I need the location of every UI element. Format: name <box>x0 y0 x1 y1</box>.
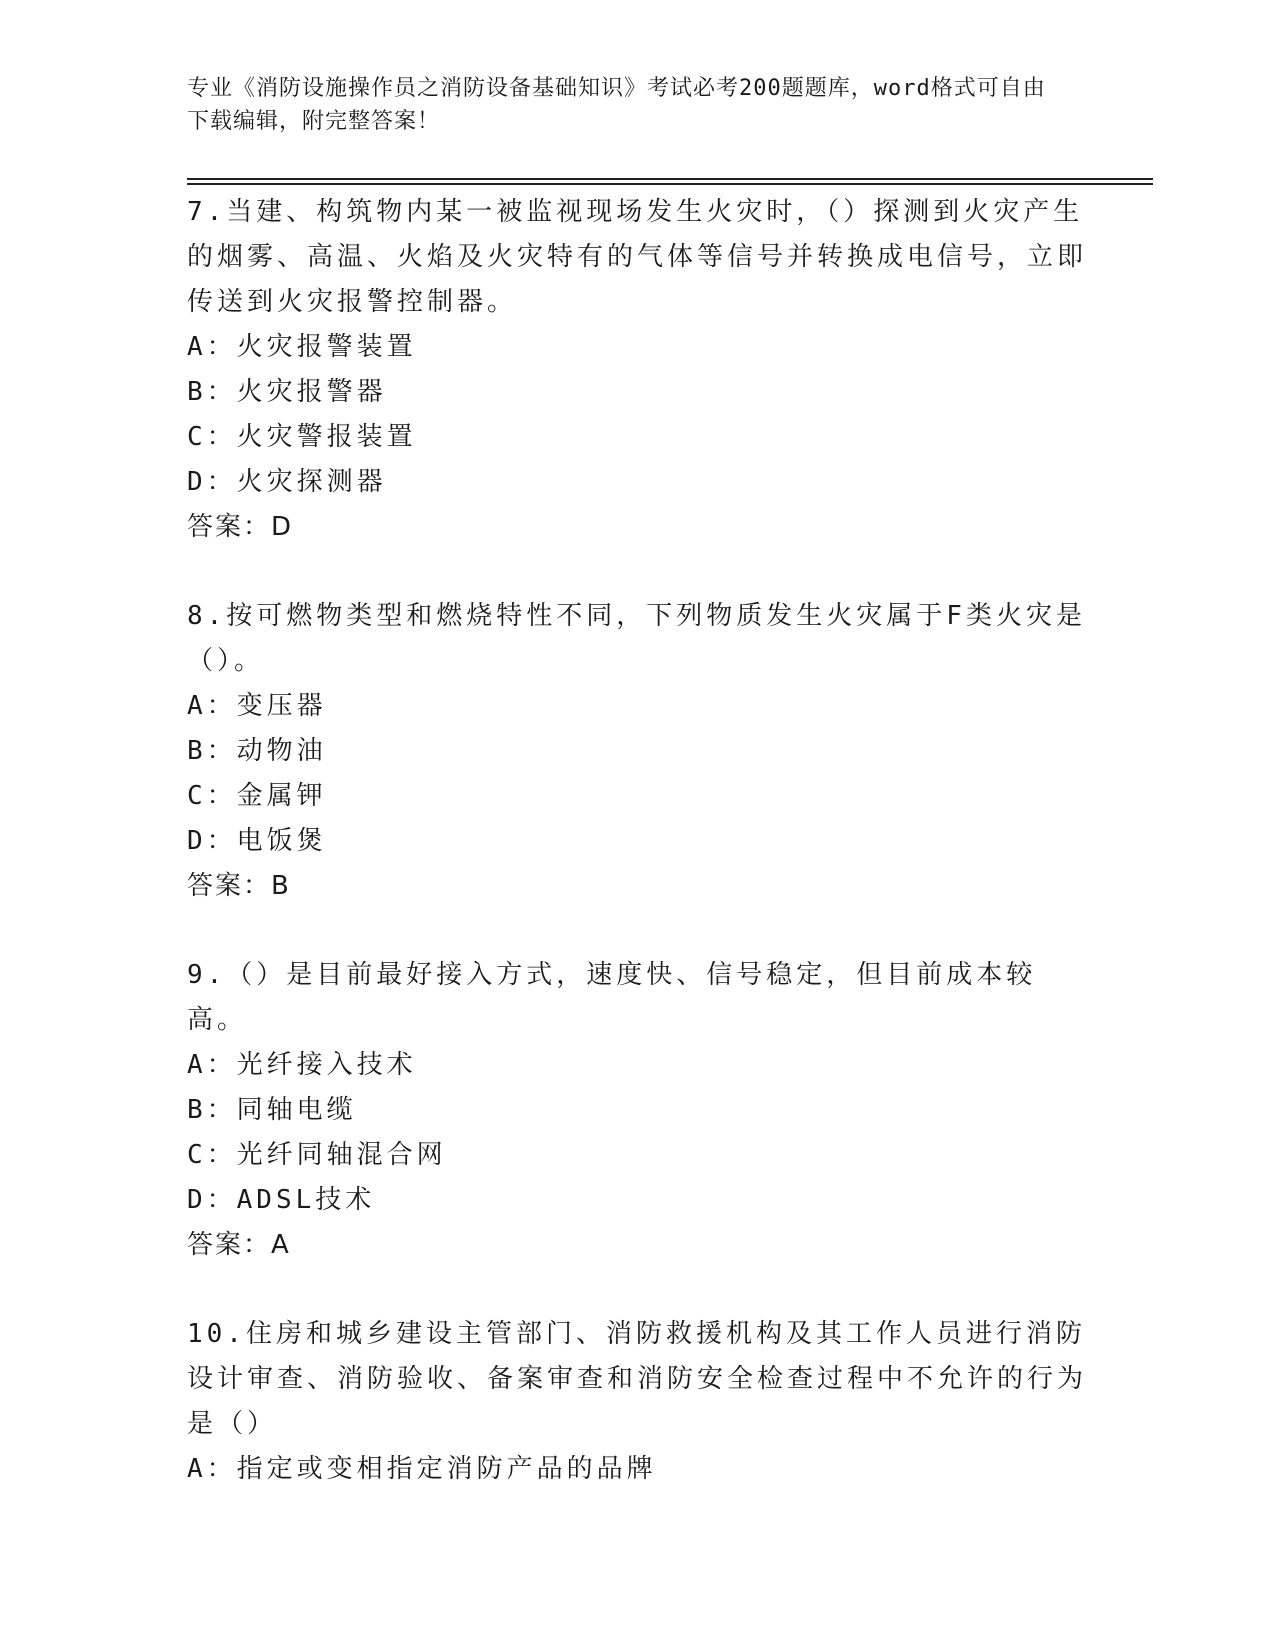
question-8 <box>187 594 1087 909</box>
option-a: A：光纤接入技术 <box>187 1050 417 1080</box>
question-9 <box>187 953 1087 1268</box>
header-rule-top <box>187 178 1153 180</box>
header-title: 专业《消防设施操作员之消防设备基础知识》考试必考200题题库，word格式可自由下载编辑，附完整答案！ <box>187 76 1046 134</box>
option-b: B：火灾报警器 <box>187 377 387 407</box>
answer-line: 答案：B <box>187 871 291 901</box>
question-stem: 7.当建、构筑物内某一被监视现场发生火灾时，（）探测到火灾产生的烟雾、高温、火焰及火灾特有的气体等信号并转换成电信号，立即传送到火灾报警控制器。 <box>187 197 1088 317</box>
question-stem: 8.按可燃物类型和燃烧特性不同，下列物质发生火灾属于F类火灾是（）。 <box>187 601 1086 676</box>
document-header <box>187 72 1067 138</box>
option-d: D：电饭煲 <box>187 826 327 856</box>
option-b: B：动物油 <box>187 736 327 766</box>
header-rule-bottom <box>187 183 1153 185</box>
question-10 <box>187 1312 1087 1492</box>
option-c: C：火灾警报装置 <box>187 422 417 452</box>
option-c: C：金属钾 <box>187 781 327 811</box>
option-a: A：变压器 <box>187 691 327 721</box>
option-d: D：火灾探测器 <box>187 467 387 497</box>
option-d: D：ADSL技术 <box>187 1185 376 1215</box>
question-stem: 9.（）是目前最好接入方式，速度快、信号稳定，但目前成本较高。 <box>187 960 1037 1035</box>
option-a: A：指定或变相指定消防产品的品牌 <box>187 1454 657 1484</box>
question-stem: 10.住房和城乡建设主管部门、消防救援机构及其工作人员进行消防设计审查、消防验收、备案审查和消防安全检查过程中不允许的行为是（） <box>187 1319 1088 1439</box>
option-a: A：火灾报警装置 <box>187 332 417 362</box>
spacer <box>187 1268 1087 1312</box>
question-list <box>187 190 1087 1492</box>
question-7 <box>187 190 1087 550</box>
option-b: B：同轴电缆 <box>187 1095 357 1125</box>
answer-line: 答案：A <box>187 1230 291 1260</box>
spacer <box>187 909 1087 953</box>
answer-line: 答案：D <box>187 512 294 542</box>
option-c: C：光纤同轴混合网 <box>187 1140 447 1170</box>
spacer <box>187 550 1087 594</box>
